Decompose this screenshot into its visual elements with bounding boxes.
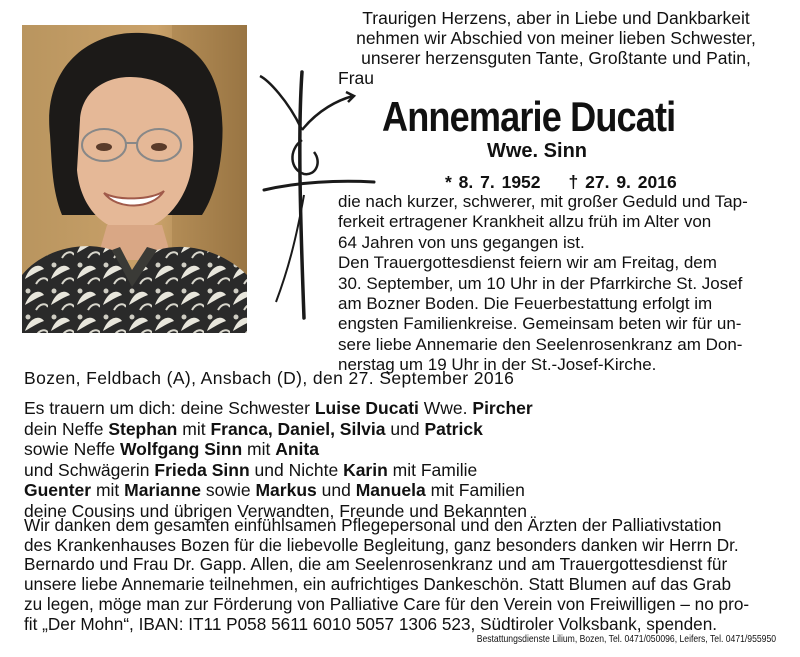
body-line: sere liebe Annemarie den Seelenrosenkranz am Don- <box>338 334 743 354</box>
mourner-line <box>24 439 533 460</box>
mourner-line <box>24 419 533 440</box>
thanks-text <box>24 516 780 634</box>
mourner-line <box>24 460 533 481</box>
mourner-line <box>24 398 533 419</box>
intro-line: Frau <box>338 68 374 88</box>
mourner-name: Frieda Sinn <box>154 459 250 480</box>
maiden-name: Wwe. Sinn <box>487 140 587 162</box>
mourner-text: mit <box>91 480 125 500</box>
intro-line: nehmen wir Abschied von meiner lieben Schwester, <box>356 28 756 48</box>
intro-line: Traurigen Herzens, aber in Liebe und Dankbarkeit <box>362 8 750 28</box>
mourner-line <box>24 480 533 501</box>
mourner-name: Wolfgang Sinn <box>119 439 243 459</box>
mourner-name: Markus <box>255 480 317 500</box>
thanks-line: des Krankenhauses Bozen für die liebevolle Begleitung, ganz besonders danken wir Herrn Dr. <box>24 534 739 555</box>
thanks-line: Wir danken dem gesamten einfühlsamen Pflegepersonal und den Ärzten der Palliativstation <box>24 515 722 535</box>
mourner-name: Anita <box>275 439 319 459</box>
portrait-illustration <box>22 25 247 333</box>
thanks-line: Bernardo und Frau Dr. Gapp. Allen, die am Seelenrosenkranz und am Trauergottesdienst für <box>24 554 728 575</box>
body-line: 30. September, um 10 Uhr in der Pfarrkirche St. Josef <box>338 273 743 293</box>
mourner-name: Patrick <box>424 418 483 439</box>
announcement-text <box>338 192 778 376</box>
mourner-name: Franca, Daniel, Silvia <box>210 418 386 439</box>
body-line: nerstag um 19 Uhr in der St.-Josef-Kirche. <box>338 355 657 375</box>
mourner-name: Pircher <box>472 398 533 418</box>
body-line: 64 Jahren von uns gegangen ist. <box>338 232 585 252</box>
place-and-date: Bozen, Feldbach (A), Ansbach (D), den 27. September 2016 <box>24 368 515 388</box>
mourner-text: sowie Neffe <box>24 439 120 459</box>
mourner-name: Marianne <box>124 480 201 500</box>
life-dates <box>445 172 677 193</box>
mourner-text: und <box>385 418 425 439</box>
intro-line: unserer herzensguten Tante, Großtante und Patin, <box>361 48 751 68</box>
body-line: Den Trauergottesdienst feiern wir am Freitag, dem <box>338 253 717 273</box>
mourner-text: mit <box>177 418 211 439</box>
mourner-text: Wwe. <box>418 398 473 418</box>
mourner-text: und <box>316 480 356 500</box>
body-line: am Bozner Boden. Die Feuerbestattung erfolgt im <box>338 294 713 314</box>
mourner-text: Es trauern um dich: deine Schwester <box>24 398 315 418</box>
thanks-line: unsere liebe Annemarie teilnehmen, ein aufrichtiges Dankeschön. Statt Blumen auf das Grab <box>24 574 732 595</box>
body-line: ferkeit ertragener Krankheit allzu früh im Alter von <box>338 212 712 232</box>
mourner-text: und Schwägerin <box>24 459 155 480</box>
mourner-text: und Nichte <box>249 459 344 480</box>
mourner-name: Stephan <box>108 418 178 439</box>
mourner-name: Luise Ducati <box>314 398 419 418</box>
body-line: die nach kurzer, schwerer, mit großer Geduld und Tap- <box>338 192 748 211</box>
thanks-line: zu legen, möge man zur Förderung von Palliative Care für den Verein von Freiwilligen – no pro- <box>24 593 750 614</box>
mourner-name: Karin <box>343 459 388 480</box>
mourner-text: sowie <box>201 480 256 500</box>
mourner-name: Guenter <box>24 480 92 500</box>
body-line: engsten Familienkreise. Gemeinsam beten wir für un- <box>338 314 742 334</box>
mourner-text: mit <box>242 439 276 459</box>
thanks-line: fit „Der Mohn“, IBAN: IT11 P058 5611 6010 5057 1306 523, Südtiroler Volksbank, spenden. <box>24 613 718 634</box>
death-date: † 27. 9. 2016 <box>568 172 677 192</box>
deceased-name: Annemarie Ducati <box>382 93 676 140</box>
mourner-text: mit Familien <box>425 480 525 500</box>
mourner-name: Manuela <box>355 480 426 500</box>
portrait-photo <box>22 25 247 333</box>
mourner-text: mit Familie <box>387 459 478 480</box>
mourners-list <box>24 398 533 521</box>
birth-date: * 8. 7. 1952 <box>445 172 541 192</box>
mourner-line: deine Cousins und übrigen Verwandten, Freunde und Bekannten <box>24 500 528 521</box>
mourner-text: dein Neffe <box>24 418 109 439</box>
intro-text <box>336 8 776 88</box>
funeral-home-footer: Bestattungsdienste Lilium, Bozen, Tel. 0471/050096, Leifers, Tel. 0471/955950 <box>476 633 776 645</box>
